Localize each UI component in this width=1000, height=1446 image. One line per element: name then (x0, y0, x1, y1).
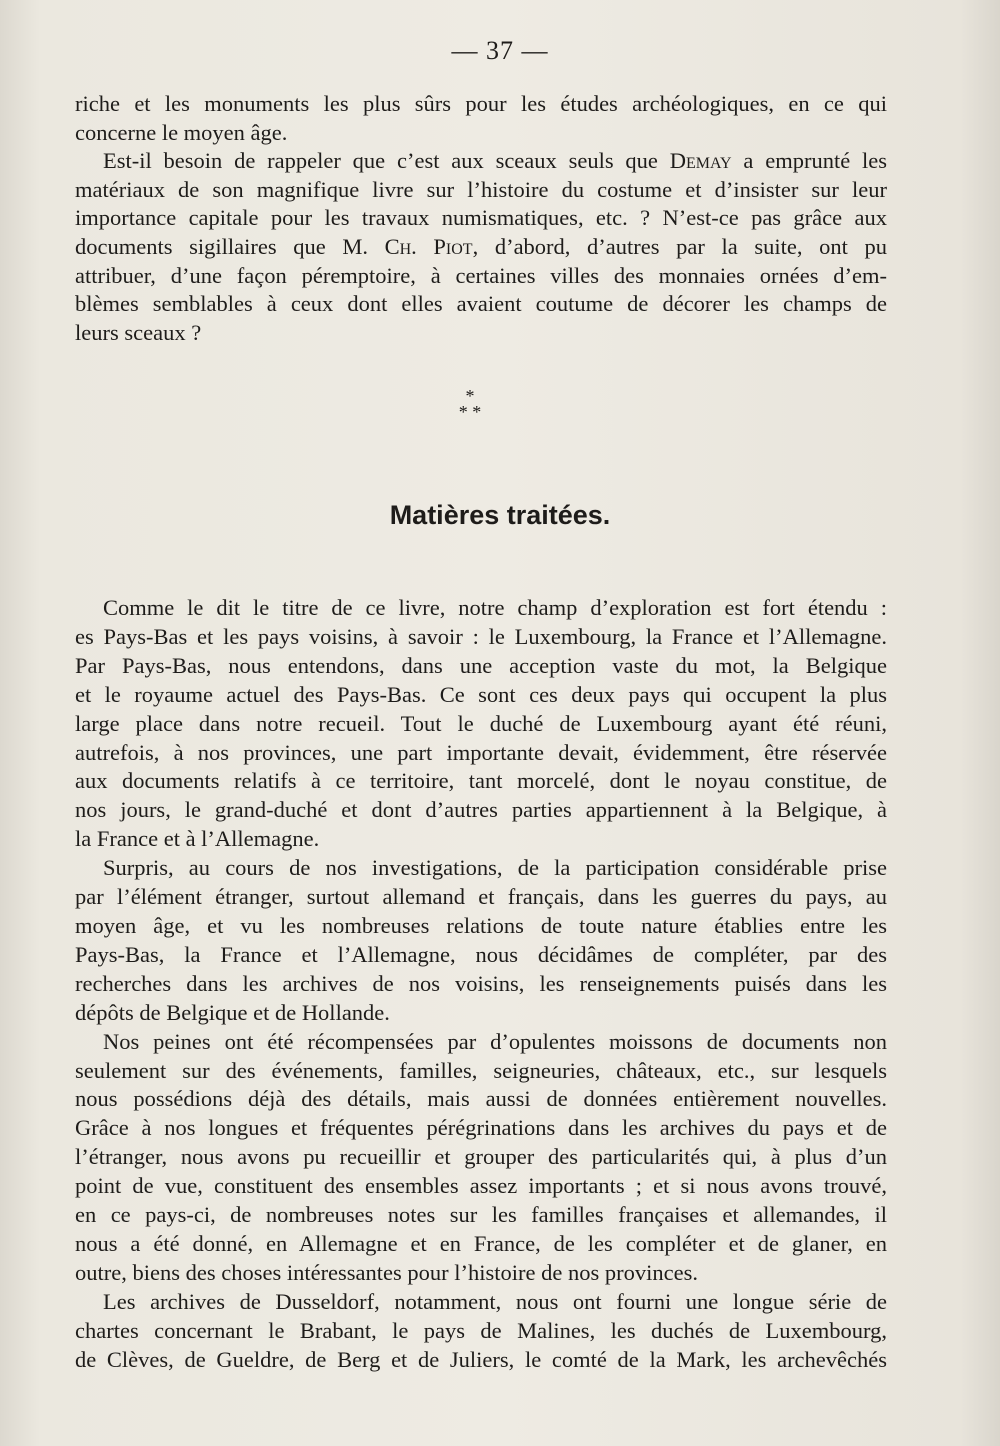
text-line (75, 147, 887, 176)
text-line: l’étranger, nous avons pu recueillir et grouper des particularités qui, à plus d’un (75, 1144, 887, 1170)
author-name-demay: Demay (669, 148, 732, 174)
paragraph-comme (75, 594, 887, 854)
text-line: point de vue, constituent des ensembles assez importants ; et si nous avons trouvé, (75, 1173, 887, 1199)
text-line (75, 233, 887, 262)
text-line: Nos peines ont été récompensées par d’opulentes moissons de documents non (103, 1028, 887, 1054)
text-line: outre, biens des choses intéressantes pour l’histoire de nos provinces. (75, 1259, 698, 1285)
text-line: nous a été donné, en Allemagne et en France, de les compléter et de glaner, en (75, 1230, 887, 1256)
text-line: nos jours, le grand-duché et dont d’autres parties appartiennent à la Belgique, à (75, 797, 887, 823)
text-run: documents sigillaires que M. (75, 233, 385, 259)
text-line: Pays-Bas, la France et l’Allemagne, nous décidâmes de compléter, par des (75, 941, 887, 967)
asterism-separator (440, 388, 500, 420)
text-line: la France et à l’Allemagne. (75, 826, 320, 852)
text-line: Grâce à nos longues et fréquentes pérégrinations dans les archives du pays et de (75, 1115, 887, 1141)
paragraph-surpris (75, 854, 887, 1027)
author-name-piot: Ch. Piot (384, 233, 473, 259)
text-line: seulement sur des événements, familles, seigneuries, châteaux, etc., sur lesquels (75, 1057, 887, 1083)
text-run: , d’abord, d’autres par la suite, ont pu (472, 233, 887, 259)
asterism-top: * (465, 386, 475, 406)
text-line: recherches dans les archives de nos voisins, les renseignements puisés dans les (75, 970, 887, 996)
text-run: Est-il besoin de rappeler que c’est aux sceaux seuls que (103, 148, 670, 174)
text-line: blèmes semblables à ceux dont elles avaient coutume de décorer les champs de (75, 291, 887, 317)
text-line: Surpris, au cours de nos investigations, de la participation considérable prise (103, 855, 887, 881)
text-line: autrefois, à nos provinces, une part importante devait, évidemment, être réservée (75, 739, 887, 765)
text-run: a emprunté les (731, 148, 887, 174)
section-heading: Matières traitées. (389, 500, 611, 530)
text-line: chartes concernant le Brabant, le pays de Malines, les duchés de Luxembourg, (75, 1317, 887, 1343)
text-line: Par Pays-Bas, nous entendons, dans une acception vaste du mot, la Belgique (75, 652, 887, 678)
text-line: concerne le moyen âge. (75, 119, 288, 145)
text-line: importance capitale pour les travaux numismatiques, etc. ? N’est-ce pas grâce aux (75, 205, 887, 231)
page-number: — 37 — (451, 36, 549, 65)
paragraph-archives (75, 1288, 887, 1375)
text-line: riche et les monuments les plus sûrs pour les études archéologiques, en ce qui (75, 91, 887, 116)
text-block-bottom (75, 594, 887, 1374)
text-line: nous possédions déjà des détails, mais aussi de données entièrement nouvelles. (75, 1086, 887, 1112)
text-line: es Pays-Bas et les pays voisins, à savoir : le Luxembourg, la France et l’Allemagne. (75, 623, 887, 649)
text-line: leurs sceaux ? (75, 319, 202, 345)
text-line: Comme le dit le titre de ce livre, notre champ d’exploration est fort étendu : (103, 595, 887, 620)
text-line: matériaux de son magnifique livre sur l’histoire du costume et d’insister sur leur (75, 176, 887, 202)
text-line: en ce pays-ci, de nombreuses notes sur les familles françaises et allemandes, il (75, 1202, 887, 1228)
text-line: par l’élément étranger, surtout allemand et français, dans les guerres du pays, au (75, 884, 887, 910)
text-line: de Clèves, de Gueldre, de Berg et de Juliers, le comté de la Mark, les archevêchés (75, 1346, 887, 1372)
text-line: aux documents relatifs à ce territoire, tant morcelé, dont le noyau constitue, de (75, 768, 887, 794)
text-line: moyen âge, et vu les nombreuses relations de toute nature établies entre les (75, 912, 887, 938)
text-block-top (75, 90, 887, 347)
text-line: dépôts de Belgique et de Hollande. (75, 999, 390, 1025)
text-line: et le royaume actuel des Pays-Bas. Ce sont ces deux pays qui occupent la plus (75, 681, 887, 707)
asterism-bottom: * * (458, 402, 482, 422)
text-line: attribuer, d’une façon péremptoire, à certaines villes des monnaies ornées d’em- (75, 262, 887, 288)
text-line: Les archives de Dusseldorf, notamment, nous ont fourni une longue série de (103, 1288, 887, 1314)
text-line: large place dans notre recueil. Tout le duché de Luxembourg ayant été réuni, (75, 710, 887, 736)
paragraph-peines (75, 1028, 887, 1288)
